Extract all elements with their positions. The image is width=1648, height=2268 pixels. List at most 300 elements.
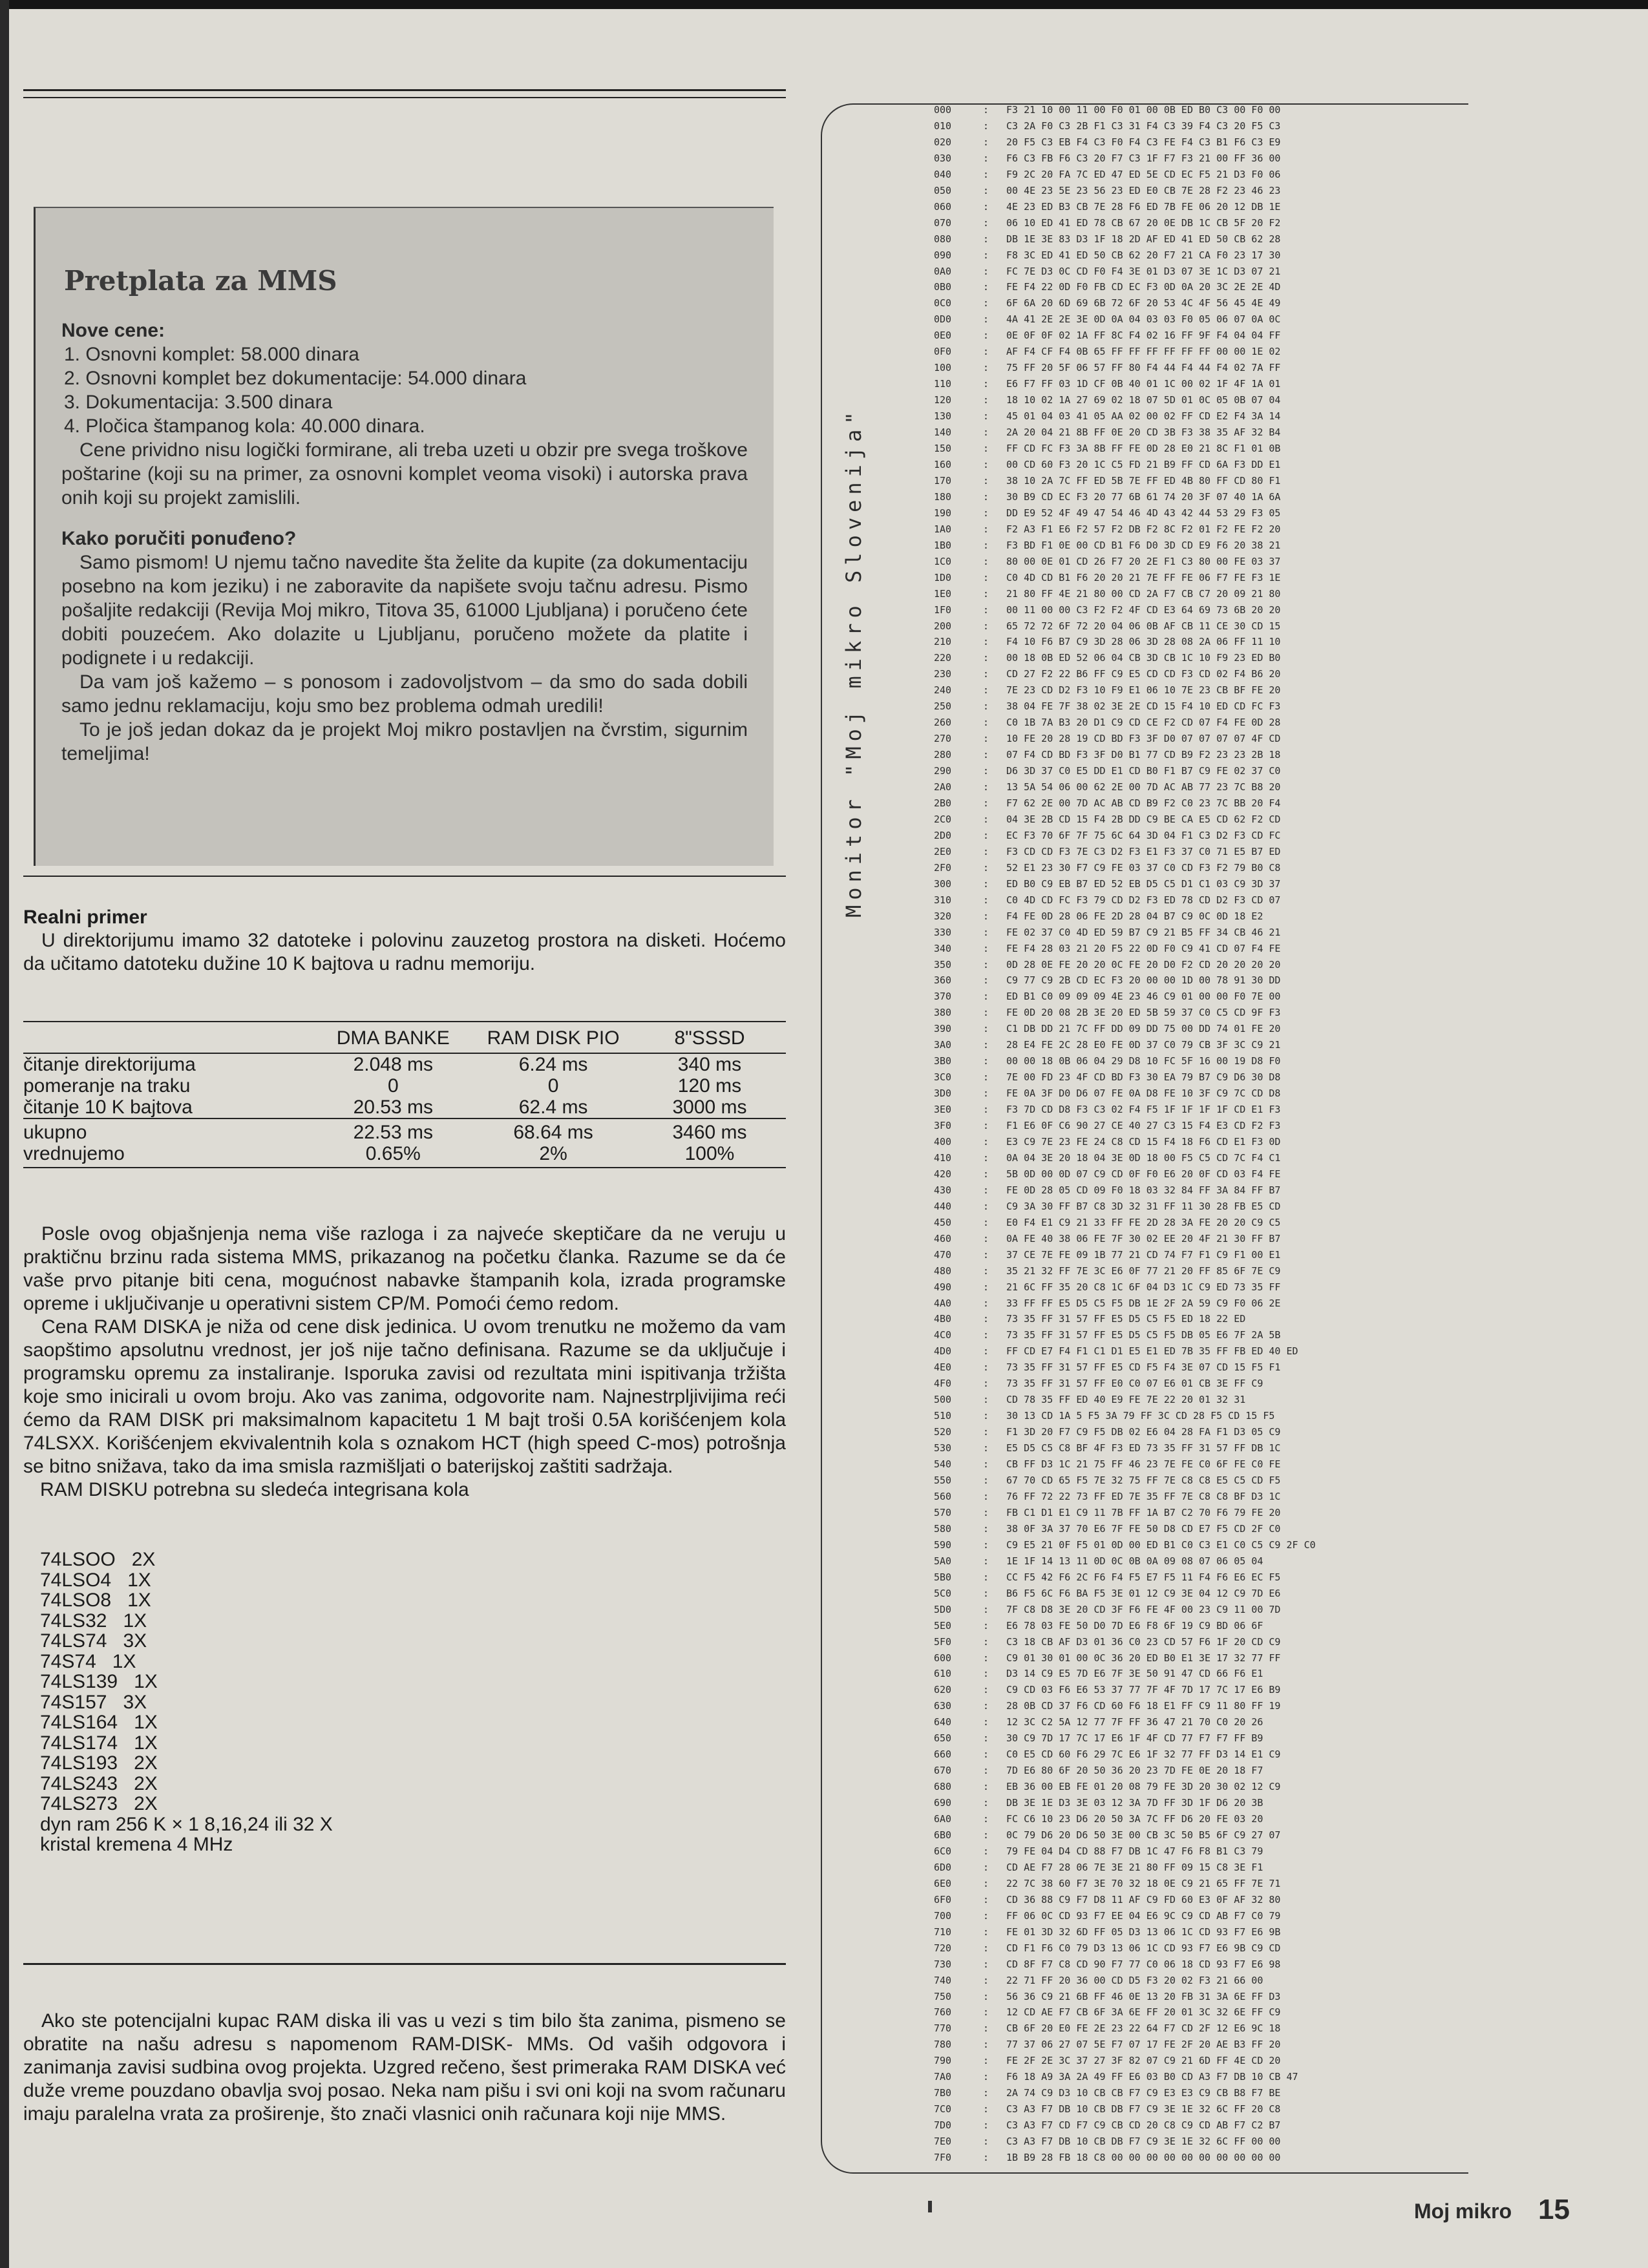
hex-row: [934, 1231, 1477, 1247]
speed-comparison-table: [23, 1021, 786, 1168]
hex-separator: :: [983, 1055, 989, 1067]
hex-bytes: 28 0B CD 37 F6 CD 60 F6 18 E1 FF C9 11 80 FF 19: [1006, 1700, 1281, 1712]
hex-separator: :: [983, 684, 989, 697]
hex-address: 330: [934, 926, 952, 938]
hex-row: [934, 2053, 1477, 2069]
hex-bytes: F2 A3 F1 E6 F2 57 F2 DB F2 8C F2 01 F2 FE F2 20: [1006, 523, 1281, 535]
hex-address: 620: [934, 1684, 952, 1696]
hex-address: 3F0: [934, 1120, 952, 1132]
hex-bytes: 7D E6 80 6F 20 50 36 20 23 7D FE 0E 20 18 F7: [1006, 1765, 1263, 1777]
hex-bytes: 00 11 00 00 C3 F2 F2 4F CD E3 64 69 73 6B 20 20: [1006, 604, 1281, 616]
table-cell: čitanje direktorijuma: [23, 1054, 196, 1075]
hex-address: 640: [934, 1716, 952, 1728]
hex-bytes: F9 2C 20 FA 7C ED 47 ED 5E CD EC F5 21 D3 F0 06: [1006, 168, 1281, 180]
hex-row: [934, 1714, 1477, 1730]
hex-address: 6D0: [934, 1861, 952, 1873]
hex-address: 2C0: [934, 813, 952, 825]
list-item: 74LS139 1X: [40, 1671, 158, 1692]
hex-separator: :: [983, 1071, 989, 1084]
hex-row: [934, 1989, 1477, 2005]
hex-row: [934, 972, 1477, 989]
hex-bytes: E6 78 03 FE 50 D0 7D E6 F8 6F 19 C9 BD 06 6F: [1006, 1619, 1263, 1632]
hex-row: [934, 1586, 1477, 1602]
hex-bytes: C0 E5 CD 60 F6 29 7C E6 1F 32 77 FF D3 14 E1 C9: [1006, 1748, 1281, 1761]
hex-row: [934, 1570, 1477, 1586]
hex-separator: :: [983, 507, 989, 519]
hex-separator: :: [983, 1151, 989, 1164]
hex-row: [934, 908, 1477, 925]
hex-address: 280: [934, 749, 952, 761]
hex-separator: :: [983, 1087, 989, 1100]
list-item: 74LS74 3X: [40, 1630, 147, 1652]
hex-row: [934, 602, 1477, 618]
hex-row: [934, 747, 1477, 763]
hex-separator: :: [983, 1023, 989, 1035]
hex-row: [934, 1908, 1477, 1924]
hex-row: [934, 1327, 1477, 1343]
hex-separator: :: [983, 1587, 989, 1599]
hex-bytes: C3 18 CB AF D3 01 36 C0 23 CD 57 F6 1F 20 CD C9: [1006, 1635, 1281, 1648]
hex-separator: :: [983, 1668, 989, 1680]
hex-separator: :: [983, 1716, 989, 1728]
hex-bytes: C9 3A 30 FF B7 C8 3D 32 31 FF 11 30 28 FB E5 CD: [1006, 1200, 1281, 1212]
hex-row: [934, 1392, 1477, 1408]
hex-address: 5B0: [934, 1571, 952, 1583]
table-cell: 62.4 ms: [518, 1097, 588, 1118]
hex-bytes: 4E 23 ED B3 CB 7E 28 F6 ED 7B FE 06 20 12 DB 1E: [1006, 200, 1281, 213]
hex-row: [934, 295, 1477, 311]
hex-row: [934, 473, 1477, 489]
hex-row: [934, 1086, 1477, 1102]
hex-address: 4B0: [934, 1313, 952, 1325]
hex-row: [934, 376, 1477, 392]
hex-row: [934, 1102, 1477, 1118]
hex-address: 3B0: [934, 1055, 952, 1067]
hex-separator: :: [983, 1394, 989, 1406]
hex-bytes: C3 A3 F7 DB 10 CB DB F7 C9 3E 1E 32 6C FF 00 00: [1006, 2136, 1281, 2148]
hex-separator: :: [983, 346, 989, 358]
hex-row: [934, 1618, 1477, 1634]
hex-bytes: FE 0A 3F D0 D6 07 FE 0A D8 FE 10 3F C9 7C CD D8: [1006, 1087, 1281, 1100]
hex-separator: :: [983, 1652, 989, 1664]
hex-separator: :: [983, 1813, 989, 1825]
hex-row: [934, 1118, 1477, 1134]
hex-bytes: C9 01 30 01 00 0C 36 20 ED B0 E1 3E 17 32 77 FF: [1006, 1652, 1281, 1664]
hex-separator: :: [983, 1958, 989, 1970]
hex-separator: :: [983, 1990, 989, 2002]
hex-row: [934, 1553, 1477, 1570]
hex-separator: :: [983, 2152, 989, 2164]
hex-address: 5D0: [934, 1603, 952, 1615]
hex-address: 650: [934, 1732, 952, 1745]
hex-separator: :: [983, 539, 989, 551]
hex-address: 770: [934, 2022, 952, 2035]
hex-separator: :: [983, 249, 989, 261]
hex-bytes: F4 10 F6 B7 C9 3D 28 06 3D 28 08 2A 06 FF 11 10: [1006, 636, 1281, 648]
hex-row: [934, 1166, 1477, 1182]
table-header-cell: DMA BANKE: [313, 1022, 473, 1053]
hex-bytes: 77 37 06 27 07 5E F7 07 17 FE 2F 20 AE B3 FF 20: [1006, 2039, 1281, 2051]
hex-row: [934, 1924, 1477, 1940]
hex-bytes: 22 71 FF 20 36 00 CD D5 F3 20 02 F3 21 66 00: [1006, 1974, 1263, 1986]
hex-address: 350: [934, 958, 952, 971]
hex-bytes: D6 3D 37 C0 E5 DD E1 CD B0 F1 B7 C9 FE 02 37 C0: [1006, 765, 1281, 777]
hex-row: [934, 118, 1477, 134]
hex-bytes: F3 CD CD F3 7E C3 D2 F3 E1 F3 37 C0 71 E5 B7 ED: [1006, 845, 1281, 857]
hex-bytes: E0 F4 E1 C9 21 33 FF FE 2D 28 3A FE 20 20 C9 C5: [1006, 1216, 1281, 1228]
hex-separator: :: [983, 410, 989, 423]
foundation-text: To je još jedan dokaz da je projekt Moj mikro postavljen na čvrstim, sigurnim temeljima!: [61, 719, 748, 764]
order-heading: Kako poručiti ponuđeno?: [61, 528, 297, 549]
hex-bytes: 0E 0F 0F 02 1A FF 8C F4 02 16 FF 9F F4 04 04 FF: [1006, 330, 1281, 342]
hex-bytes: C9 E5 21 0F F5 01 0D 00 ED B1 C0 C3 E1 C0 C5 C9 2F C0: [1006, 1538, 1316, 1551]
hex-separator: :: [983, 281, 989, 293]
hex-row: [934, 1843, 1477, 1860]
closing-section: [23, 2010, 786, 2126]
hex-row: [934, 1892, 1477, 1908]
hex-bytes: C3 A3 F7 CD F7 C9 CB CD 20 C8 C9 CD AB F7 C2 B7: [1006, 2119, 1281, 2132]
hex-bytes: 7E 23 CD D2 F3 10 F9 E1 06 10 7E 23 CB BF FE 20: [1006, 684, 1281, 697]
hex-address: 390: [934, 1023, 952, 1035]
hex-separator: :: [983, 604, 989, 616]
hex-row: [934, 1489, 1477, 1505]
hex-bytes: 38 10 2A 7C FF ED 5B 7E FF ED 4B 80 FF CD 80 F1: [1006, 474, 1281, 487]
hex-bytes: FE 02 37 C0 4D ED 59 B7 C9 21 B5 FF 34 CB 46 21: [1006, 926, 1281, 938]
hex-bytes: 12 CD AE F7 CB 6F 3A 6E FF 20 01 3C 32 6E FF C9: [1006, 2006, 1281, 2019]
hex-bytes: FF 06 0C CD 93 F7 EE 04 E6 9C C9 CD AB F7 C0 79: [1006, 1909, 1281, 1922]
hex-address: 130: [934, 410, 952, 423]
hex-row: [934, 2101, 1477, 2117]
hex-address: 3A0: [934, 1039, 952, 1051]
hex-bytes: 07 F4 CD BD F3 3F D0 B1 77 CD B9 F2 23 23 2B 18: [1006, 749, 1281, 761]
hex-row: [934, 828, 1477, 844]
page-left-edge: [0, 0, 9, 2268]
hex-separator: :: [983, 942, 989, 954]
list-item: kristal kremena 4 MHz: [40, 1834, 233, 1855]
table-cell: 0.65%: [313, 1143, 473, 1168]
hex-bytes: 76 FF 72 22 73 FF ED 7E 35 FF 7E C8 C8 BF D3 1C: [1006, 1490, 1281, 1502]
hex-bytes: C3 A3 F7 DB 10 CB DB F7 C9 3E 1E 32 6C FF 20 C8: [1006, 2103, 1281, 2116]
hex-bytes: C0 1B 7A B3 20 D1 C9 CD CE F2 CD 07 F4 FE 0D 28: [1006, 717, 1281, 729]
magazine-name: Moj mikro: [1414, 2200, 1512, 2223]
hex-row: [934, 311, 1477, 328]
hex-row: [934, 521, 1477, 538]
hex-row: [934, 538, 1477, 554]
hex-address: 110: [934, 378, 952, 390]
hex-bytes: 21 6C FF 35 20 C8 1C 6F 04 D3 1C C9 ED 73 35 FF: [1006, 1281, 1281, 1293]
hex-bytes: CD 8F F7 C8 CD 90 F7 77 C0 06 18 CD 93 F7 E6 98: [1006, 1958, 1281, 1970]
hex-separator: :: [983, 313, 989, 326]
table-cell: 340 ms: [677, 1054, 742, 1075]
table-cell: 20.53 ms: [353, 1097, 433, 1118]
hex-address: 4A0: [934, 1297, 952, 1309]
hex-bytes: 7F C8 D8 3E 20 CD 3F F6 FE 4F 00 23 C9 11 00 7D: [1006, 1603, 1281, 1615]
hex-separator: :: [983, 2039, 989, 2051]
hex-bytes: FC 7E D3 0C CD F0 F4 3E 01 D3 07 3E 1C D3 07 21: [1006, 265, 1281, 277]
hex-bytes: 6F 6A 20 6D 69 6B 72 6F 20 53 4C 4F 56 45 4E 49: [1006, 297, 1281, 310]
hex-separator: :: [983, 426, 989, 439]
hex-row: [934, 1795, 1477, 1811]
hex-bytes: 0D 28 0E FE 20 20 0C FE 20 D0 F2 CD 20 20 20 20: [1006, 958, 1281, 971]
hex-address: 310: [934, 894, 952, 906]
hex-separator: :: [983, 458, 989, 470]
hex-address: 600: [934, 1652, 952, 1664]
list-item: 74LS193 2X: [40, 1752, 158, 1774]
hex-bytes: D3 14 C9 E5 7D E6 7F 3E 50 91 47 CD 66 F6 E1: [1006, 1668, 1263, 1680]
hex-bytes: 00 18 0B ED 52 06 04 CB 3D CB 1C 10 F9 23 ED B0: [1006, 652, 1281, 664]
hex-row: [934, 1521, 1477, 1537]
hex-separator: :: [983, 1619, 989, 1632]
hex-address: 210: [934, 636, 952, 648]
hex-bytes: F1 E6 0F C6 90 27 CE 40 27 C3 15 F4 E3 CD F2 F3: [1006, 1120, 1281, 1132]
price-item: 1. Osnovni komplet: 58.000 dinara: [64, 344, 359, 365]
hex-separator: :: [983, 1909, 989, 1922]
hex-row: [934, 167, 1477, 183]
hex-address: 790: [934, 2055, 952, 2067]
hex-address: 230: [934, 668, 952, 680]
hex-separator: :: [983, 490, 989, 503]
closing-paragraph: Ako ste potencijalni kupac RAM diska ili vas u vezi s tim bilo šta zanima, pismeno se obratite na našu adresu s napomenom RAM-DISK- MMs. Od vaših odgovora i zanimanja zavisi sudbina ovog projekta. Uzgred rečeno, šest primeraka RAM DISKA već duže vreme pouzdano obavlja svoj posao. Neka nam pišu i svi oni koji na svom računaru imaju paralelna vrata za proširenje, što znači vlasnici onih računara koji nije MMS.: [23, 2010, 786, 2125]
hex-separator: :: [983, 362, 989, 374]
hex-address: 240: [934, 684, 952, 697]
hex-separator: :: [983, 991, 989, 1003]
hex-row: [934, 666, 1477, 682]
hex-bytes: 1B B9 28 FB 18 C8 00 00 00 00 00 00 00 00 00 00: [1006, 2152, 1281, 2164]
hex-bytes: 80 00 0E 01 CD 26 F7 20 2E F1 C3 80 00 FE 03 37: [1006, 555, 1281, 567]
hex-separator: :: [983, 1845, 989, 1857]
list-item: 74S157 3X: [40, 1691, 147, 1713]
top-rule: [23, 89, 786, 91]
hex-address: 1F0: [934, 604, 952, 616]
hex-address: 7A0: [934, 2071, 952, 2083]
hex-bytes: FF CD FC F3 3A 8B FF FE 0D 28 E0 21 8C F1 01 0B: [1006, 443, 1281, 455]
hex-bytes: 1E 1F 14 13 11 0D 0C 0B 0A 09 08 07 06 05 04: [1006, 1555, 1263, 1567]
hex-bytes: 7E 00 FD 23 4F CD BD F3 30 EA 79 B7 C9 D6 30 D8: [1006, 1071, 1281, 1084]
hex-separator: :: [983, 813, 989, 825]
page-top-edge: [0, 0, 1648, 9]
hex-address: 5C0: [934, 1587, 952, 1599]
hex-address: 2A0: [934, 781, 952, 793]
hex-bytes: E6 F7 FF 03 1D CF 0B 40 01 1C 00 02 1F 4F 1A 01: [1006, 378, 1281, 390]
hex-row: [934, 1053, 1477, 1069]
hex-separator: :: [983, 668, 989, 680]
price-list: [61, 342, 748, 438]
hex-row: [934, 2150, 1477, 2166]
hex-separator: :: [983, 1748, 989, 1761]
hex-row: [934, 1005, 1477, 1021]
hex-row: [934, 1473, 1477, 1489]
list-item: 74LSO4 1X: [40, 1569, 151, 1591]
hex-separator: :: [983, 1232, 989, 1244]
hex-bytes: 2A 20 04 21 8B FF 0E 20 CD 3B F3 38 35 AF 32 B4: [1006, 426, 1281, 439]
hex-bytes: 00 CD 60 F3 20 1C C5 FD 21 B9 FF CD 6A F3 DD E1: [1006, 458, 1281, 470]
hex-bytes: DB 3E 1E D3 3E 03 12 3A 7D FF 3D 1F D6 20 3B: [1006, 1797, 1263, 1809]
hex-bytes: FB C1 D1 E1 C9 11 7B FF 1A B7 C2 70 F6 79 FE 20: [1006, 1506, 1281, 1518]
list-item: 74LS243 2X: [40, 1772, 158, 1794]
hex-row: [934, 247, 1477, 264]
hex-separator: :: [983, 2071, 989, 2083]
hex-separator: :: [983, 1490, 989, 1502]
hex-separator: :: [983, 620, 989, 632]
hex-row: [934, 264, 1477, 280]
hex-bytes: DB 1E 3E 83 D3 1F 18 2D AF ED 41 ED 50 CB 62 28: [1006, 233, 1281, 245]
hex-bytes: 67 70 CD 65 F5 7E 32 75 FF 7E C8 C8 E5 C5 CD F5: [1006, 1475, 1281, 1487]
hex-row: [934, 1811, 1477, 1827]
hex-address: 0D0: [934, 313, 952, 326]
hex-bytes: 4A 41 2E 2E 3E 0D 0A 04 03 03 F0 05 06 07 0A 0C: [1006, 313, 1281, 326]
hex-bytes: 73 35 FF 31 57 FF E5 D5 C5 F5 ED 18 22 ED: [1006, 1313, 1246, 1325]
hex-bytes: 06 10 ED 41 ED 78 CB 67 20 0E DB 1C CB 5F 20 F2: [1006, 216, 1281, 229]
hex-address: 090: [934, 249, 952, 261]
hex-bytes: C1 DB DD 21 7C FF DD 09 DD 75 00 DD 74 01 FE 20: [1006, 1023, 1281, 1035]
hex-address: 7C0: [934, 2103, 952, 2116]
hex-address: 470: [934, 1248, 952, 1261]
hex-address: 0B0: [934, 281, 952, 293]
hex-row: [934, 989, 1477, 1005]
hex-address: 190: [934, 507, 952, 519]
hex-separator: :: [983, 1732, 989, 1745]
hex-row: [934, 925, 1477, 941]
hex-separator: :: [983, 1120, 989, 1132]
hex-row: [934, 102, 1477, 118]
hex-bytes: C9 77 C9 2B CD EC F3 20 00 00 1D 00 78 91 30 DD: [1006, 974, 1281, 987]
hex-bytes: FE 0D 20 08 2B 3E 20 ED 5B 59 37 C0 C5 CD 9F F3: [1006, 1007, 1281, 1019]
hex-row: [934, 392, 1477, 408]
table-summary-row: [23, 1118, 786, 1143]
hex-separator: :: [983, 443, 989, 455]
hex-address: 580: [934, 1522, 952, 1535]
hex-row: [934, 1456, 1477, 1473]
parts-heading: RAM DISKU potrebna su sledeća integrisana kola: [40, 1479, 469, 1500]
hex-address: 170: [934, 474, 952, 487]
hex-row: [934, 151, 1477, 167]
hex-bytes: 10 FE 20 28 19 CD BD F3 3F D0 07 07 07 07 4F CD: [1006, 733, 1281, 745]
hex-separator: :: [983, 926, 989, 938]
hex-bytes: FC C6 10 23 D6 20 50 3A 7C FF D6 20 FE 03 20: [1006, 1813, 1263, 1825]
hex-separator: :: [983, 571, 989, 583]
hex-bytes: 28 E4 FE 2C 28 E0 FE 0D 37 C0 79 CB 3F 3C C9 21: [1006, 1039, 1281, 1051]
hex-separator: :: [983, 733, 989, 745]
hex-bytes: 38 0F 3A 37 70 E6 7F FE 50 D8 CD E7 F5 CD 2F C0: [1006, 1522, 1281, 1535]
hex-address: 460: [934, 1232, 952, 1244]
hex-separator: :: [983, 104, 989, 116]
hex-separator: :: [983, 1281, 989, 1293]
print-mark: [928, 2201, 932, 2212]
list-item: 74LS174 1X: [40, 1732, 158, 1754]
example-intro: U direktorijumu imamo 32 datoteke i polovinu zauzetog prostora na disketi. Hoćemo da učitamo datoteku dužine 10 K bajtova u radnu memoriju.: [23, 930, 786, 974]
table-row: [23, 1097, 786, 1118]
hex-separator: :: [983, 877, 989, 890]
hex-separator: :: [983, 1684, 989, 1696]
hex-separator: :: [983, 1039, 989, 1051]
hex-row: [934, 1860, 1477, 1876]
hex-row: [934, 1682, 1477, 1698]
hex-row: [934, 2037, 1477, 2053]
hex-row: [934, 1666, 1477, 1682]
hex-row: [934, 425, 1477, 441]
hex-row: [934, 2004, 1477, 2021]
table-header-cell: RAM DISK PIO: [473, 1022, 633, 1053]
hex-separator: :: [983, 1200, 989, 1212]
hex-row: [934, 634, 1477, 650]
hex-row: [934, 408, 1477, 425]
hex-bytes: FE 01 3D 32 6D FF 05 D3 13 06 1C CD 93 F7 E6 9B: [1006, 1926, 1281, 1938]
hex-row: [934, 763, 1477, 779]
hex-address: 360: [934, 974, 952, 987]
hex-bytes: C0 4D CD B1 F6 20 20 21 7E FF FE 06 F7 FE F3 1E: [1006, 571, 1281, 583]
hex-bytes: 56 36 C9 21 6B FF 46 0E 13 20 FB 31 3A 6E FF D3: [1006, 1990, 1281, 2002]
hex-row: [934, 715, 1477, 731]
hex-row: [934, 779, 1477, 795]
table-header-row: [23, 1022, 786, 1053]
hex-bytes: F7 62 2E 00 7D AC AB CD B9 F2 C0 23 7C BB 20 F4: [1006, 797, 1281, 809]
table-cell: 3000 ms: [672, 1097, 747, 1118]
hex-address: 260: [934, 717, 952, 729]
hex-bytes: CD AE F7 28 06 7E 3E 21 80 FF 09 15 C8 3E F1: [1006, 1861, 1263, 1873]
hex-separator: :: [983, 168, 989, 180]
hex-row: [934, 1940, 1477, 1957]
hex-bytes: CD 27 F2 22 B6 FF C9 E5 CD CD F3 CD 02 F4 B6 20: [1006, 668, 1281, 680]
hex-row: [934, 1215, 1477, 1231]
hex-address: 450: [934, 1216, 952, 1228]
hex-bytes: EC F3 70 6F 7F 75 6C 64 3D 04 F1 C3 D2 F3 CD FC: [1006, 829, 1281, 841]
new-prices-heading: Nove cene:: [61, 320, 165, 341]
hex-address: 150: [934, 443, 952, 455]
hex-row: [934, 2134, 1477, 2150]
table-cell: 0: [547, 1075, 559, 1097]
hex-bytes: F6 18 A9 3A 2A 49 FF E6 03 B0 CD A3 F7 DB 10 CB 47: [1006, 2071, 1298, 2083]
list-item: 74LSO8 1X: [40, 1590, 151, 1611]
hex-separator: :: [983, 1555, 989, 1567]
hex-address: 760: [934, 2006, 952, 2019]
hex-row: [934, 2085, 1477, 2101]
hex-address: 730: [934, 1958, 952, 1970]
hex-address: 670: [934, 1765, 952, 1777]
hex-row: [934, 892, 1477, 908]
hex-bytes: 75 FF 20 5F 06 57 FF 80 F4 44 F4 44 F4 02 7A FF: [1006, 362, 1281, 374]
hex-separator: :: [983, 1475, 989, 1487]
hex-address: 1A0: [934, 523, 952, 535]
hex-row: [934, 1602, 1477, 1618]
hex-address: 3D0: [934, 1087, 952, 1100]
hex-separator: :: [983, 717, 989, 729]
monitor-hex-dump: [934, 102, 1477, 2189]
hex-address: 630: [934, 1700, 952, 1712]
hex-row: [934, 731, 1477, 747]
page-number: 15: [1538, 2194, 1570, 2225]
hex-address: 7B0: [934, 2087, 952, 2099]
hex-row: [934, 1747, 1477, 1763]
hex-bytes: 65 72 72 6F 72 20 04 06 0B AF CB 11 CE 30 CD 15: [1006, 620, 1281, 632]
hex-address: 250: [934, 700, 952, 713]
hex-address: 200: [934, 620, 952, 632]
hex-address: 050: [934, 184, 952, 196]
hex-address: 380: [934, 1007, 952, 1019]
list-item: 74S74 1X: [40, 1650, 136, 1672]
hex-row: [934, 1343, 1477, 1360]
hex-bytes: 0A FE 40 38 06 FE 7F 30 02 EE 20 4F 21 30 FF B7: [1006, 1232, 1281, 1244]
hex-address: 510: [934, 1410, 952, 1422]
hex-separator: :: [983, 1877, 989, 1889]
subscription-box: [34, 207, 774, 866]
hex-address: 2E0: [934, 845, 952, 857]
hex-row: [934, 1440, 1477, 1456]
hex-separator: :: [983, 136, 989, 148]
hex-separator: :: [983, 700, 989, 713]
hex-row: [934, 183, 1477, 199]
hex-address: 500: [934, 1394, 952, 1406]
hex-separator: :: [983, 200, 989, 213]
